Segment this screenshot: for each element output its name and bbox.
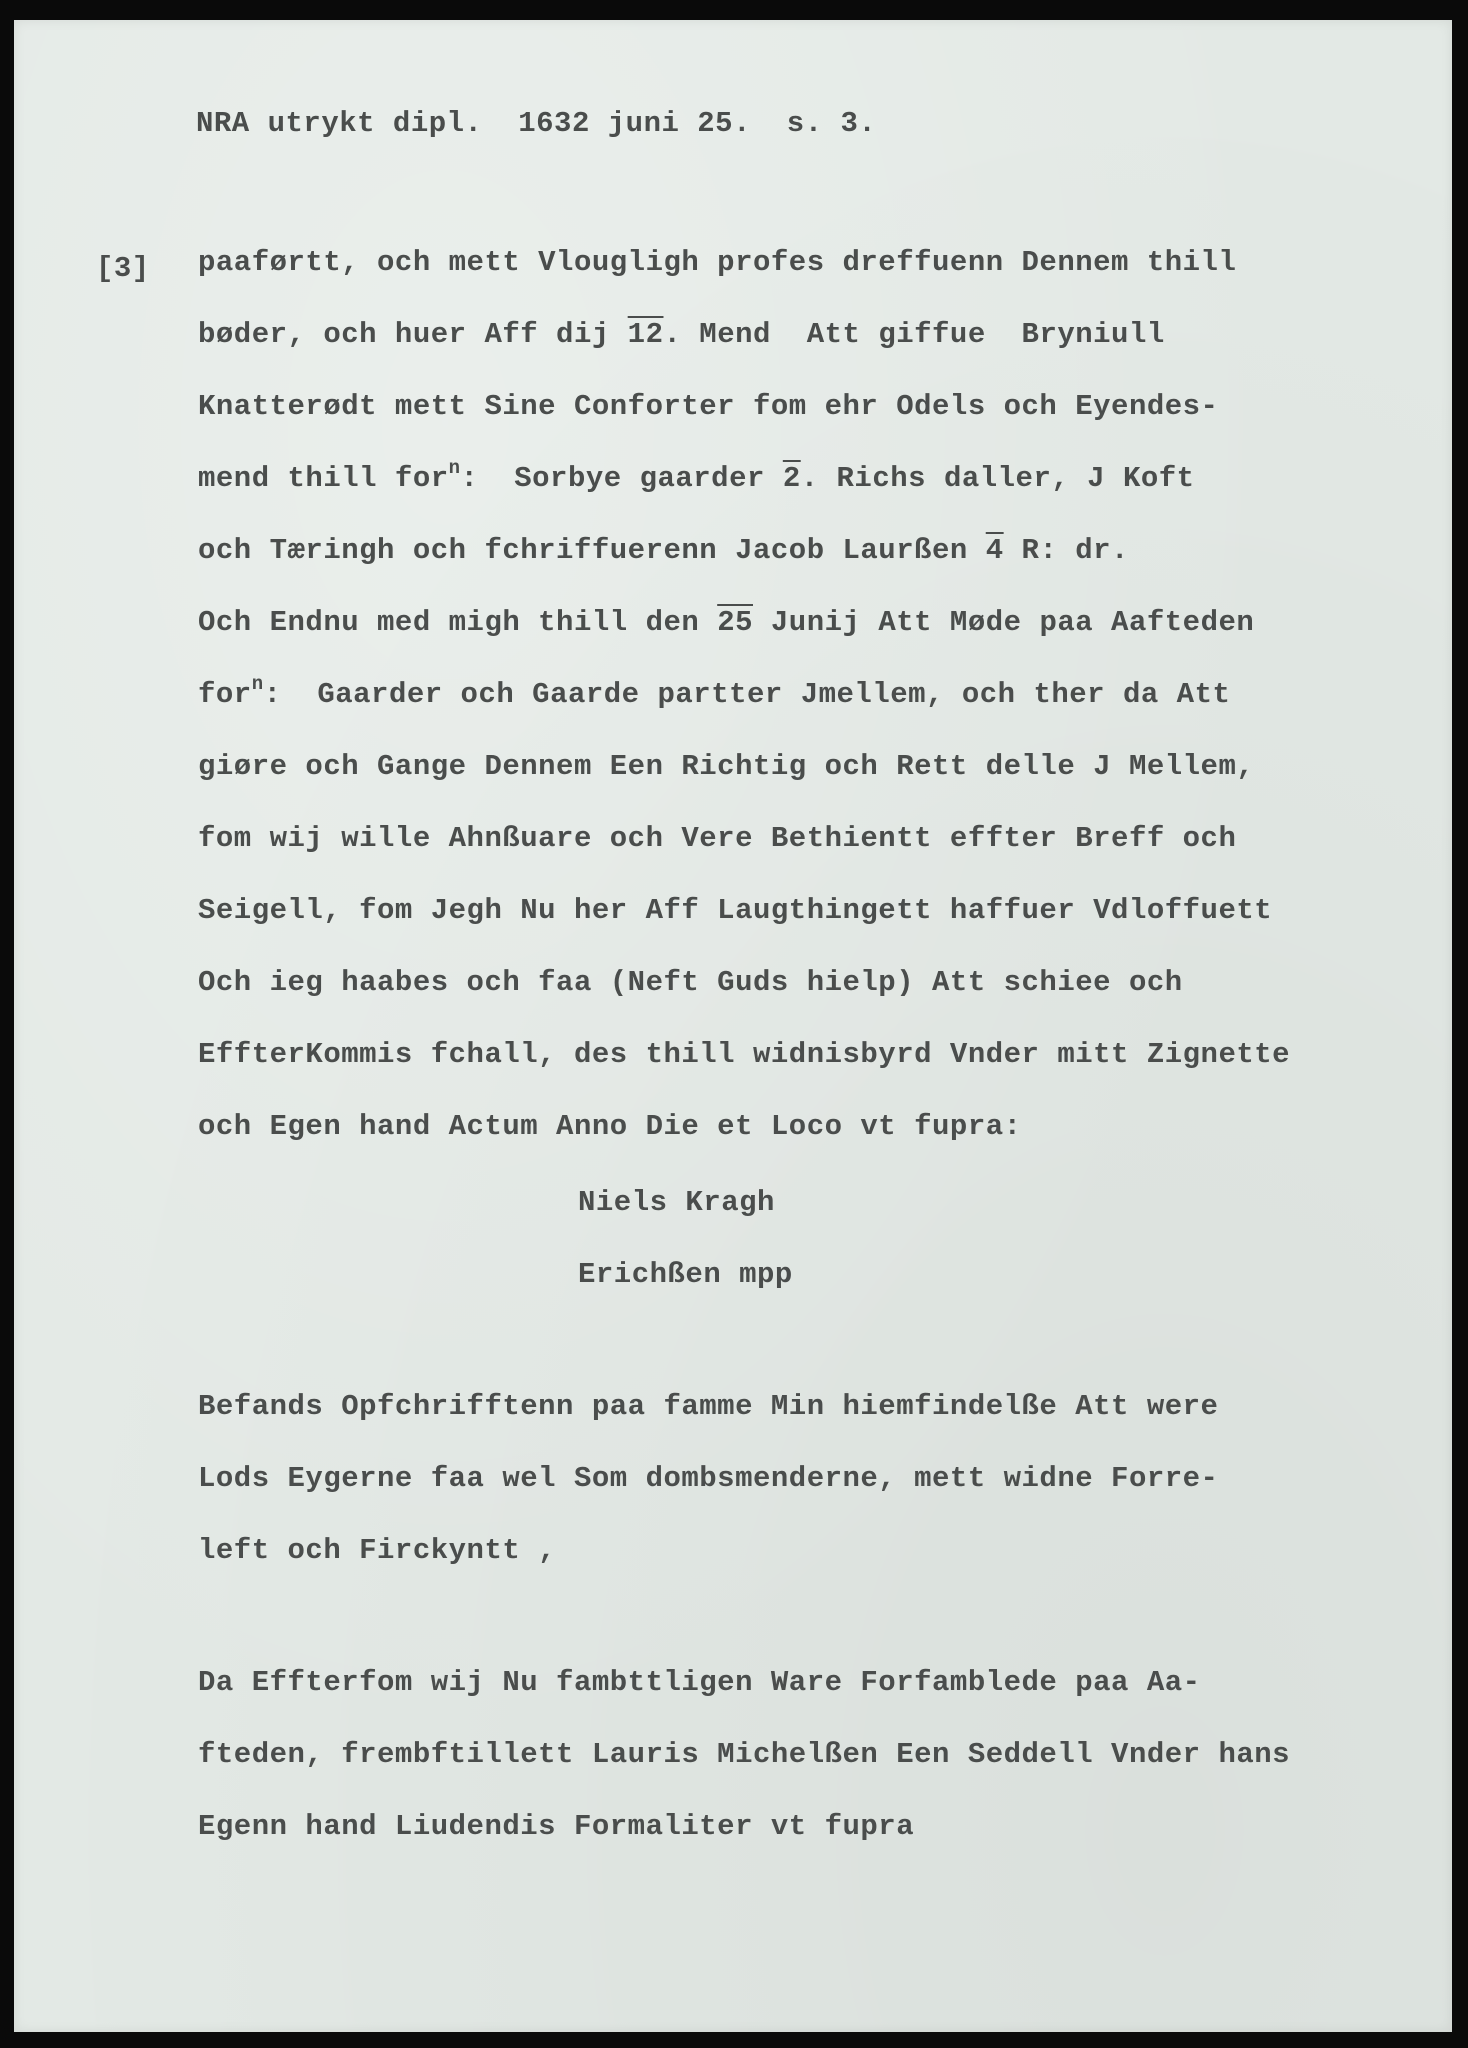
overlined-number: 12 <box>627 318 664 351</box>
text-line: EffterKommis fchall, des thill widnisbyrd Vnder mitt Zignette <box>198 1038 1291 1071</box>
text-line <box>198 457 1195 495</box>
text-segment: R: dr. <box>1003 534 1129 567</box>
text-line: Och ieg haabes och faa (Neft Guds hielp) Att schiee och <box>198 966 1183 999</box>
text-segment: och Tæringh och fchriffuerenn Jacob Laurßen <box>198 534 986 567</box>
text-segment: bøder, och huer Aff dij <box>198 318 628 351</box>
text-line: paaførtt, och mett Vlougligh profes dreffuenn Dennem thill <box>198 246 1237 279</box>
text-line: left och Firckyntt , <box>198 1534 557 1567</box>
text-line: fom wij wille Ahnßuare och Vere Bethientt effter Breff och <box>198 822 1237 855</box>
signature-name: Niels Kragh <box>578 1186 775 1219</box>
text-segment: . Mend Att giffue Bryniull <box>663 318 1165 351</box>
text-line: och Egen hand Actum Anno Die et Loco vt fupra: <box>198 1110 1022 1143</box>
page-marker: [3] <box>96 252 150 285</box>
overlined-number: 2 <box>782 462 801 495</box>
text-line: Lods Eygerne faa wel Som dombsmenderne, mett widne Forre- <box>198 1462 1219 1495</box>
text-line <box>198 608 1254 637</box>
text-line: giøre och Gange Dennem Een Richtig och Rett delle J Mellem, <box>198 750 1255 783</box>
text-line: Egenn hand Liudendis Formaliter vt fupra <box>198 1810 915 1843</box>
superscript: n <box>251 673 264 695</box>
text-line: Seigell, fom Jegh Nu her Aff Laugthingett haffuer Vdloffuett <box>198 894 1273 927</box>
text-line: Da Effterfom wij Nu fambttligen Ware Forfamblede paa Aa- <box>198 1666 1201 1699</box>
text-line: Befands Opfchrifftenn paa famme Min hiemfindelße Att were <box>198 1390 1219 1423</box>
signature-patronym: Erichßen mpp <box>578 1258 793 1291</box>
text-line: fteden, frembftillett Lauris Michelßen Een Seddell Vnder hans <box>198 1738 1291 1771</box>
text-line <box>198 673 1231 711</box>
text-segment: for <box>198 678 252 711</box>
text-line <box>198 320 1165 349</box>
text-segment: . Richs daller, J Koft <box>800 462 1195 495</box>
superscript: n <box>448 457 461 479</box>
text-segment: Och Endnu med migh thill den <box>198 606 718 639</box>
overlined-number: 4 <box>985 534 1004 567</box>
overlined-number: 25 <box>717 606 753 639</box>
text-segment: mend thill for <box>198 462 449 495</box>
text-segment: : Sorbye gaarder <box>460 462 783 495</box>
text-segment: Junij Att Møde paa Aafteden <box>753 606 1255 639</box>
archive-reference-header: NRA utrykt dipl. 1632 juni 25. s. 3. <box>196 107 877 140</box>
text-segment: : Gaarder och Gaarde partter Jmellem, och ther da Att <box>263 678 1231 711</box>
text-line: Knatterødt mett Sine Conforter fom ehr Odels och Eyendes- <box>198 390 1219 423</box>
text-line <box>198 536 1129 565</box>
